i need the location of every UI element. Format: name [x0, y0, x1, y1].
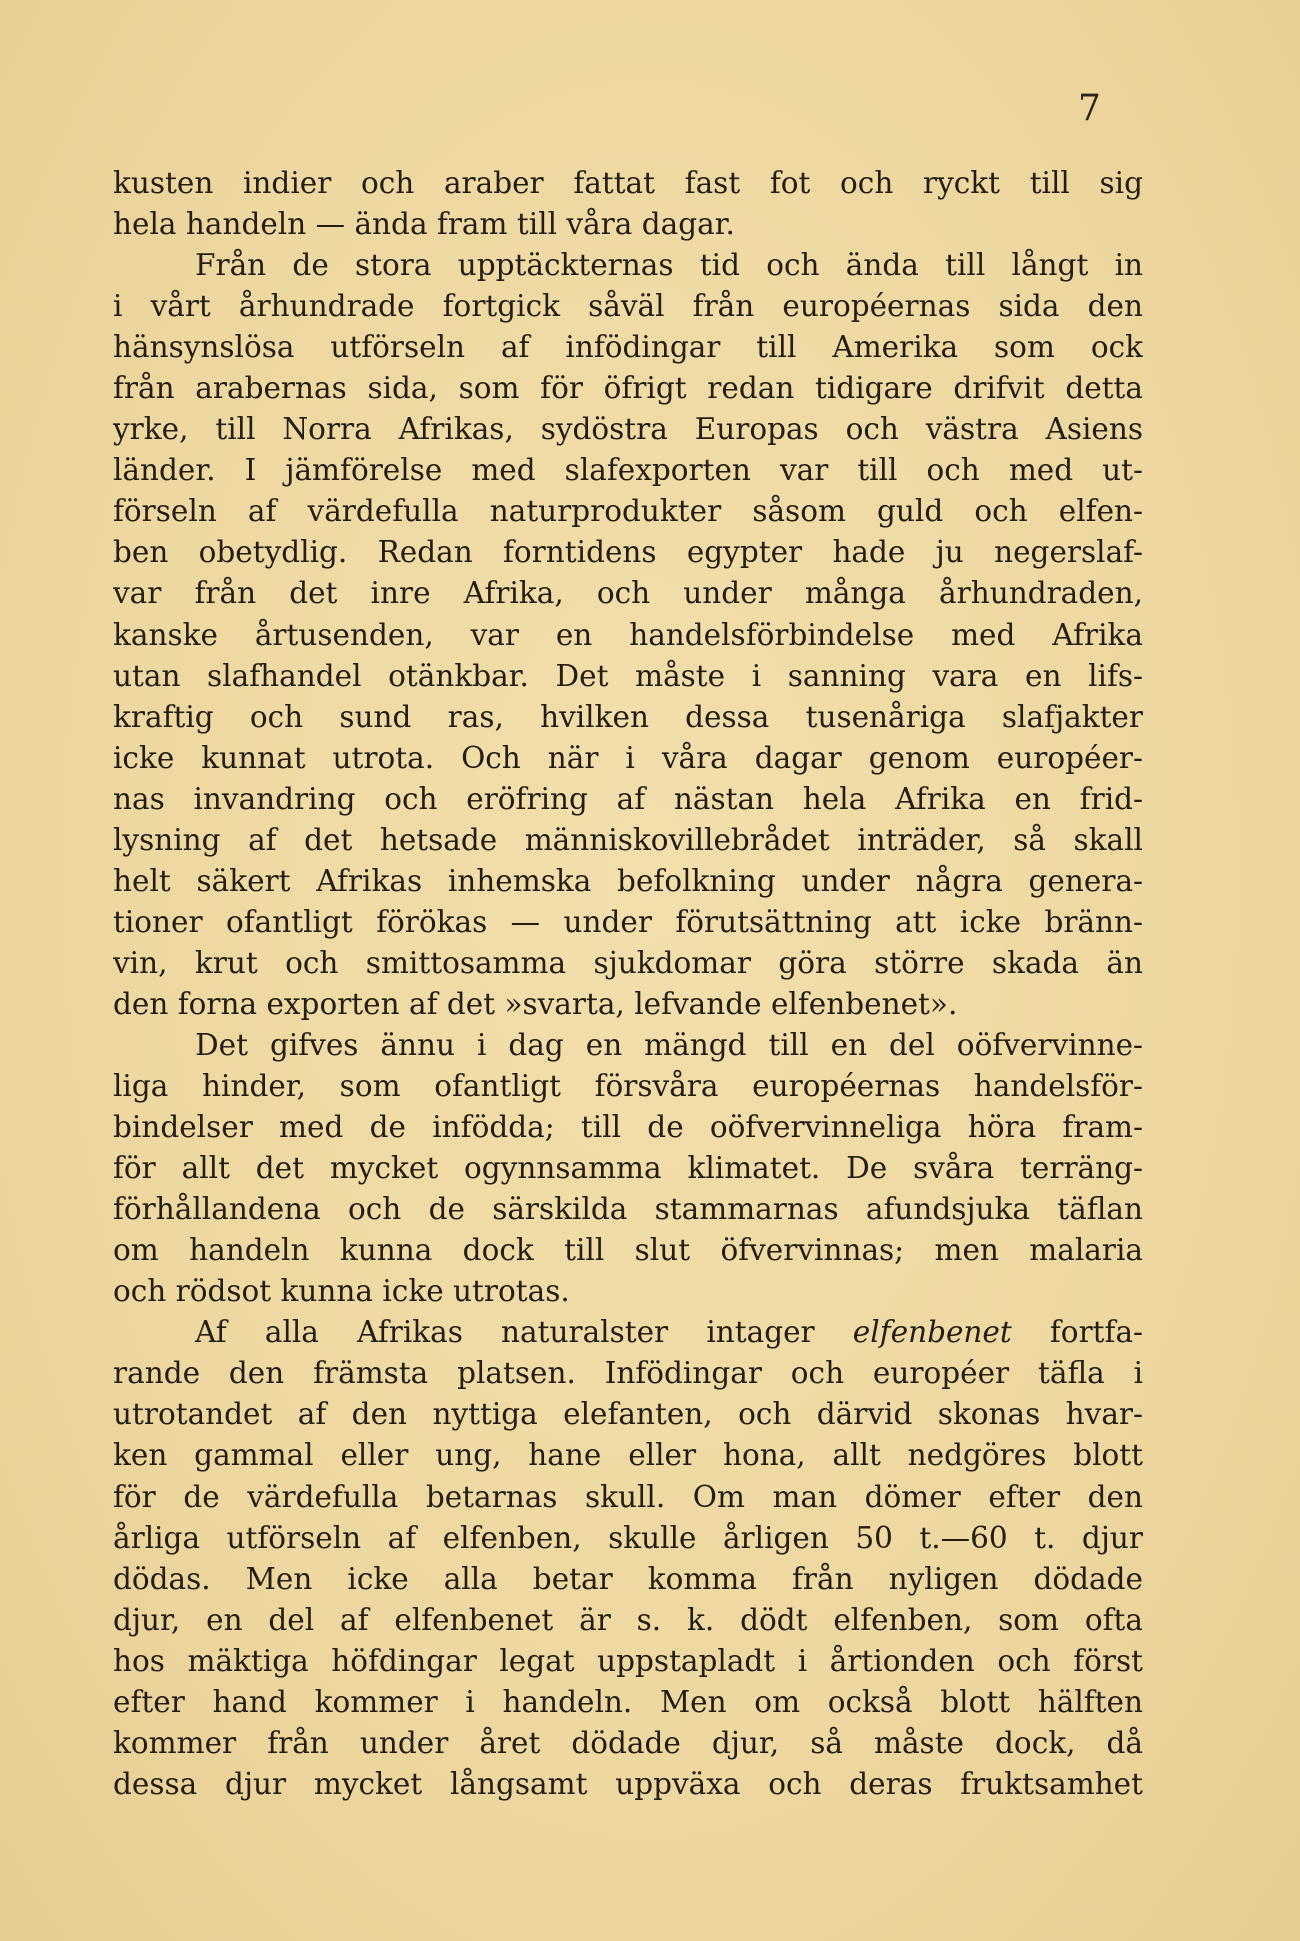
- text-line: hela handeln — ända fram till våra dagar.: [113, 207, 735, 242]
- text-line: dödas. Men icke alla betar komma från nyligen dödade: [113, 1561, 1143, 1596]
- text-line: nas invandring och eröfring af nästan hela Afrika en frid-: [113, 781, 1143, 816]
- text-line: lysning af det hetsade människovillebrådet inträder, så skall: [113, 822, 1143, 857]
- text-line: hänsynslösa utförseln af infödingar till Amerika som ock: [113, 330, 1143, 365]
- text-line: djur, en del af elfenbenet är s. k. dödt elfenben, som ofta: [113, 1602, 1143, 1637]
- text-line: helt säkert Afrikas inhemska befolkning under några genera-: [113, 863, 1143, 898]
- text-line: länder. I jämförelse med slafexporten var till och med ut-: [113, 453, 1143, 488]
- text-segment: fortfa-: [1011, 1315, 1143, 1350]
- text-line: ken gammal eller ung, hane eller hona, allt nedgöres blott: [113, 1438, 1143, 1473]
- text-line: utrotandet af den nyttiga elefanten, och därvid skonas hvar-: [113, 1397, 1143, 1432]
- text-line: var från det inre Afrika, och under många århundraden,: [113, 576, 1143, 611]
- text-line: och rödsot kunna icke utrotas.: [113, 1274, 570, 1309]
- text-line: icke kunnat utrota. Och när i våra dagar genom européer-: [113, 740, 1143, 775]
- text-line: yrke, till Norra Afrikas, sydöstra Europas och västra Asiens: [113, 412, 1143, 447]
- text-line: vin, krut och smittosamma sjukdomar göra större skada än: [113, 945, 1143, 980]
- text-line: förhållandena och de särskilda stammarnas afundsjuka täflan: [113, 1192, 1143, 1227]
- text-line: förseln af värdefulla naturprodukter såsom guld och elfen-: [113, 494, 1143, 529]
- text-line: kanske årtusenden, var en handelsförbindelse med Afrika: [113, 617, 1143, 652]
- text-line: tioner ofantligt förökas — under förutsättning att icke bränn-: [113, 904, 1143, 939]
- text-line: för allt det mycket ogynnsamma klimatet. De svåra terräng-: [113, 1151, 1143, 1186]
- text-line: utan slafhandel otänkbar. Det måste i sanning vara en lifs-: [113, 658, 1143, 693]
- text-line: kommer från under året dödade djur, så måste dock, då: [113, 1725, 1143, 1760]
- text-line: Från de stora upptäckternas tid och ända till långt in: [195, 248, 1143, 283]
- text-line: liga hinder, som ofantligt försvåra européernas handelsför-: [113, 1069, 1143, 1104]
- text-line: hos mäktiga höfdingar legat uppstapladt i årtionden och först: [113, 1643, 1143, 1678]
- text-line: kusten indier och araber fattat fast fot och ryckt till sig: [113, 166, 1143, 200]
- text-line: [113, 1312, 1143, 1353]
- text-line: från arabernas sida, som för öfrigt redan tidigare drifvit detta: [113, 371, 1143, 406]
- text-line: den forna exporten af det »svarta, lefvande elfenbenet».: [113, 986, 958, 1021]
- text-line: årliga utförseln af elfenben, skulle årligen 50 t.—60 t. djur: [113, 1520, 1143, 1555]
- emphasized-word: elfenbenet: [852, 1315, 1012, 1350]
- body-text: [113, 163, 1143, 1805]
- page-number: 7: [1078, 88, 1101, 129]
- text-line: bindelser med de infödda; till de oöfvervinneliga höra fram-: [113, 1110, 1143, 1145]
- text-line: rande den främsta platsen. Infödingar och européer täfla i: [113, 1356, 1143, 1391]
- text-line: dessa djur mycket långsamt uppväxa och deras fruktsamhet: [113, 1766, 1143, 1801]
- text-line: kraftig och sund ras, hvilken dessa tusenåriga slafjakter: [113, 699, 1143, 734]
- text-line: ben obetydlig. Redan forntidens egypter hade ju negerslaf-: [113, 535, 1143, 570]
- text-line: efter hand kommer i handeln. Men om också blott hälften: [113, 1684, 1143, 1719]
- text-line: i vårt århundrade fortgick såväl från européernas sida den: [113, 289, 1143, 324]
- text-line: om handeln kunna dock till slut öfvervinnas; men malaria: [113, 1233, 1143, 1268]
- text-line: för de värdefulla betarnas skull. Om man dömer efter den: [113, 1479, 1143, 1514]
- text-segment: Af alla Afrikas naturalster intager: [195, 1315, 853, 1350]
- text-line: Det gifves ännu i dag en mängd till en del oöfvervinne-: [195, 1027, 1143, 1062]
